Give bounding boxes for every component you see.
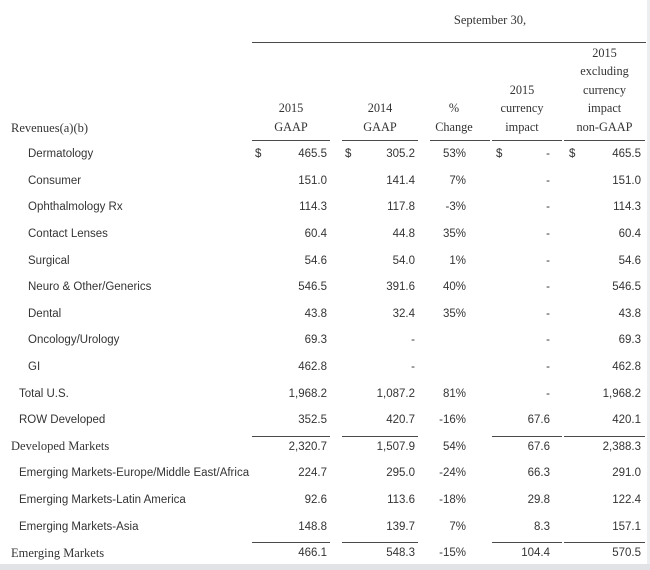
row-label: Neuro & Other/Generics — [28, 281, 152, 294]
cell-non-gaap — [564, 380, 645, 407]
cell-value: 117.8 — [387, 201, 415, 214]
cell-value: - — [546, 387, 550, 400]
cell-pct-change — [430, 141, 490, 168]
cell-2015-gaap — [252, 407, 330, 434]
cell-value: 67.6 — [527, 440, 550, 453]
cell-value: 53% — [442, 148, 466, 161]
cell-pct-change — [430, 487, 490, 514]
cell-non-gaap — [564, 460, 645, 487]
cell-2015-gaap — [252, 380, 330, 407]
cell-value: 122.4 — [612, 494, 641, 507]
column-header-line: GAAP — [363, 119, 397, 134]
cell-value: 1,087.2 — [376, 387, 415, 400]
cell-value: 114.3 — [299, 201, 327, 214]
cell-currency-impact — [492, 141, 562, 168]
cell-value: 44.8 — [392, 228, 415, 241]
page-edge-bottom — [0, 564, 650, 570]
cell-pct-change — [430, 354, 490, 381]
cell-value: - — [546, 228, 550, 241]
row-label: Developed Markets — [11, 439, 110, 454]
cell-pct-change — [430, 327, 490, 354]
cell-value: 1,968.2 — [602, 387, 641, 400]
cell-value: 141.4 — [386, 174, 415, 187]
cell-value: 60.4 — [618, 228, 641, 241]
cell-2014-gaap — [342, 301, 418, 328]
cell-pct-change — [430, 513, 490, 540]
column-header-currency-impact — [492, 44, 562, 141]
row-label-cell — [0, 274, 250, 301]
cell-pct-change — [430, 274, 490, 301]
cell-value: 546.5 — [612, 281, 641, 294]
cell-2014-gaap — [342, 487, 418, 514]
cell-value: 462.8 — [612, 361, 641, 374]
cell-2014-gaap — [342, 247, 418, 274]
column-header-line: 2014 — [367, 101, 393, 115]
cell-currency-impact — [492, 487, 562, 514]
cell-non-gaap — [564, 301, 645, 328]
cell-2015-gaap — [252, 168, 330, 195]
cell-value: -16% — [439, 414, 466, 427]
cell-value: 546.5 — [298, 281, 327, 294]
cell-value: 92.6 — [304, 494, 327, 507]
cell-2015-gaap — [252, 141, 330, 168]
cell-value: 1% — [449, 254, 466, 267]
row-label-cell — [0, 380, 250, 407]
cell-value: 7% — [449, 520, 466, 533]
cell-pct-change — [430, 460, 490, 487]
cell-value: 420.7 — [386, 414, 415, 427]
column-header-line: 2015 — [592, 45, 617, 60]
column-header-line: currency — [582, 82, 626, 97]
column-header-line: non-GAAP — [576, 119, 633, 134]
cell-value: 465.5 — [298, 148, 327, 161]
cell-non-gaap — [564, 194, 645, 221]
cell-value: 548.3 — [386, 547, 415, 560]
cell-pct-change — [430, 434, 490, 461]
cell-2015-gaap — [252, 487, 330, 514]
cell-currency-impact — [492, 354, 562, 381]
column-header-line: impact — [587, 101, 622, 115]
cell-value: 54.6 — [304, 254, 327, 267]
table-row — [0, 460, 650, 487]
cell-non-gaap — [564, 247, 645, 274]
row-label-cell — [0, 487, 250, 514]
cell-value: 35% — [442, 228, 466, 241]
cell-2015-gaap — [252, 221, 330, 248]
column-header-line: excluding — [580, 64, 629, 78]
table-body — [0, 141, 650, 567]
cell-value: 7% — [449, 174, 466, 187]
row-label-cell — [0, 327, 250, 354]
cell-non-gaap — [564, 274, 645, 301]
cell-2015-gaap — [252, 247, 330, 274]
row-label: Total U.S. — [19, 387, 69, 400]
cell-value: - — [546, 334, 550, 347]
cell-value: 8.3 — [534, 520, 550, 533]
dollar-sign: $ — [255, 148, 262, 161]
column-header-non-gaap — [564, 44, 645, 141]
table-row — [0, 141, 650, 168]
cell-value: 104.4 — [521, 547, 550, 560]
table-row — [0, 540, 650, 567]
cell-value: -3% — [445, 201, 466, 214]
cell-value: 352.5 — [298, 414, 327, 427]
cell-pct-change — [430, 194, 490, 221]
table-row — [0, 354, 650, 381]
row-label-cell — [0, 460, 250, 487]
cell-value: 291.0 — [612, 467, 641, 480]
cell-value: 43.8 — [618, 307, 641, 320]
cell-value: 570.5 — [612, 547, 641, 560]
cell-non-gaap — [564, 540, 645, 567]
cell-pct-change — [430, 168, 490, 195]
row-label: Emerging Markets-Asia — [19, 520, 139, 533]
cell-value: 54% — [442, 440, 466, 453]
cell-currency-impact — [492, 301, 562, 328]
cell-2014-gaap — [342, 513, 418, 540]
cell-2014-gaap — [342, 194, 418, 221]
cell-value: 40% — [442, 281, 466, 294]
cell-2015-gaap — [252, 513, 330, 540]
cell-non-gaap — [564, 168, 645, 195]
cell-2014-gaap — [342, 354, 418, 381]
column-header-line: currency — [500, 101, 544, 115]
cell-currency-impact — [492, 194, 562, 221]
cell-value: - — [546, 281, 550, 294]
cell-2014-gaap — [342, 274, 418, 301]
cell-non-gaap — [564, 407, 645, 434]
cell-value: 465.5 — [612, 148, 641, 161]
row-label: Consumer — [28, 174, 82, 187]
cell-value: 69.3 — [304, 334, 327, 347]
row-label-cell — [0, 434, 250, 461]
cell-pct-change — [430, 380, 490, 407]
cell-currency-impact — [492, 327, 562, 354]
dollar-sign: $ — [496, 148, 503, 161]
row-label: Oncology/Urology — [28, 334, 120, 347]
table-row — [0, 407, 650, 434]
period-heading: September 30, — [453, 13, 527, 27]
cell-currency-impact — [492, 407, 562, 434]
cell-2015-gaap — [252, 434, 330, 461]
cell-value: 1,968.2 — [288, 387, 327, 400]
table-row — [0, 434, 650, 461]
cell-2015-gaap — [252, 274, 330, 301]
cell-value: 81% — [442, 387, 466, 400]
cell-value: 295.0 — [386, 467, 415, 480]
cell-value: 139.7 — [386, 520, 415, 533]
cell-value: 69.3 — [618, 334, 641, 347]
column-header-pct-change — [430, 44, 490, 141]
period-underline — [252, 42, 646, 43]
column-header-line: % — [448, 101, 460, 115]
cell-non-gaap — [564, 354, 645, 381]
cell-2014-gaap — [342, 434, 418, 461]
cell-value: - — [546, 148, 550, 161]
column-header-line: 2015 — [278, 101, 304, 115]
column-header-2015-gaap — [252, 44, 330, 141]
table-header — [0, 44, 650, 141]
row-label: GI — [28, 361, 41, 374]
cell-pct-change — [430, 247, 490, 274]
row-label-cell — [0, 513, 250, 540]
cell-currency-impact — [492, 380, 562, 407]
table-row — [0, 327, 650, 354]
cell-value: 113.6 — [387, 494, 415, 507]
column-header-line: Change — [435, 119, 473, 134]
cell-2015-gaap — [252, 354, 330, 381]
row-label: Contact Lenses — [28, 228, 108, 241]
cell-currency-impact — [492, 274, 562, 301]
cell-2015-gaap — [252, 540, 330, 567]
cell-currency-impact — [492, 221, 562, 248]
row-label: Emerging Markets-Europe/Middle East/Africa — [19, 467, 250, 480]
row-label: Emerging Markets-Latin America — [19, 494, 186, 507]
cell-value: - — [546, 201, 550, 214]
row-label-cell — [0, 194, 250, 221]
row-label-cell — [0, 141, 250, 168]
cell-value: -18% — [439, 494, 466, 507]
cell-2014-gaap — [342, 221, 418, 248]
dollar-sign: $ — [345, 148, 352, 161]
cell-value: 67.6 — [527, 414, 550, 427]
cell-value: - — [411, 334, 415, 347]
cell-value: 224.7 — [298, 467, 327, 480]
table-row — [0, 274, 650, 301]
table-row — [0, 221, 650, 248]
cell-2015-gaap — [252, 194, 330, 221]
cell-value: 2,320.7 — [288, 440, 327, 453]
row-label-cell — [0, 407, 250, 434]
column-header-line: impact — [505, 119, 539, 134]
row-label: ROW Developed — [19, 414, 106, 427]
table-row — [0, 301, 650, 328]
cell-value: -15% — [439, 547, 466, 560]
cell-currency-impact — [492, 247, 562, 274]
row-label-cell — [0, 168, 250, 195]
cell-2014-gaap — [342, 460, 418, 487]
cell-value: - — [546, 361, 550, 374]
cell-non-gaap — [564, 487, 645, 514]
row-label: Emerging Markets — [11, 545, 105, 560]
cell-2014-gaap — [342, 540, 418, 567]
cell-currency-impact — [492, 460, 562, 487]
cell-currency-impact — [492, 168, 562, 195]
cell-value: - — [546, 307, 550, 320]
cell-value: 151.0 — [612, 174, 641, 187]
row-label-cell — [0, 221, 250, 248]
cell-currency-impact — [492, 434, 562, 461]
cell-non-gaap — [564, 221, 645, 248]
cell-2014-gaap — [342, 141, 418, 168]
cell-value: 43.8 — [304, 307, 327, 320]
cell-2014-gaap — [342, 168, 418, 195]
cell-value: 462.8 — [298, 361, 327, 374]
row-label: Dermatology — [28, 148, 94, 161]
cell-2014-gaap — [342, 407, 418, 434]
cell-value: 32.4 — [392, 307, 415, 320]
cell-value: 391.6 — [386, 281, 415, 294]
cell-value: 305.2 — [386, 148, 415, 161]
column-header-2014-gaap — [342, 44, 418, 141]
cell-pct-change — [430, 221, 490, 248]
cell-non-gaap — [564, 434, 645, 461]
cell-value: 114.3 — [613, 201, 641, 214]
cell-non-gaap — [564, 513, 645, 540]
table-row — [0, 380, 650, 407]
cell-value: 66.3 — [527, 467, 550, 480]
cell-2015-gaap — [252, 327, 330, 354]
cell-value: 466.1 — [298, 547, 327, 560]
cell-value: 60.4 — [304, 228, 327, 241]
cell-value: 2,388.3 — [602, 440, 641, 453]
cell-non-gaap — [564, 141, 645, 168]
row-label: Surgical — [28, 254, 70, 267]
row-label: Ophthalmology Rx — [28, 201, 123, 214]
cell-value: 151.0 — [298, 174, 327, 187]
cell-2015-gaap — [252, 460, 330, 487]
cell-value: - — [546, 174, 550, 187]
column-header-line: GAAP — [274, 119, 308, 134]
cell-2014-gaap — [342, 380, 418, 407]
row-group-header: Revenues(a)(b) — [11, 121, 89, 135]
column-header-line: 2015 — [509, 82, 535, 97]
row-label-cell — [0, 247, 250, 274]
cell-2014-gaap — [342, 327, 418, 354]
cell-value: - — [411, 361, 415, 374]
table-row — [0, 168, 650, 195]
table-row — [0, 513, 650, 540]
row-label-cell — [0, 301, 250, 328]
table-row — [0, 194, 650, 221]
cell-pct-change — [430, 407, 490, 434]
cell-value: 54.6 — [618, 254, 641, 267]
cell-pct-change — [430, 301, 490, 328]
cell-pct-change — [430, 540, 490, 567]
cell-currency-impact — [492, 540, 562, 567]
cell-value: 35% — [442, 307, 466, 320]
row-label-cell — [0, 540, 250, 567]
table-row — [0, 247, 650, 274]
cell-value: - — [546, 254, 550, 267]
cell-value: 148.8 — [298, 520, 327, 533]
cell-value: 157.1 — [612, 520, 641, 533]
cell-currency-impact — [492, 513, 562, 540]
table-row — [0, 487, 650, 514]
dollar-sign: $ — [569, 148, 576, 161]
row-label-cell — [0, 354, 250, 381]
cell-value: 29.8 — [527, 494, 550, 507]
cell-value: -24% — [439, 467, 466, 480]
cell-2015-gaap — [252, 301, 330, 328]
cell-value: 1,507.9 — [376, 440, 415, 453]
row-label: Dental — [28, 307, 62, 320]
cell-value: 54.0 — [392, 254, 415, 267]
cell-value: 420.1 — [612, 414, 641, 427]
cell-non-gaap — [564, 327, 645, 354]
